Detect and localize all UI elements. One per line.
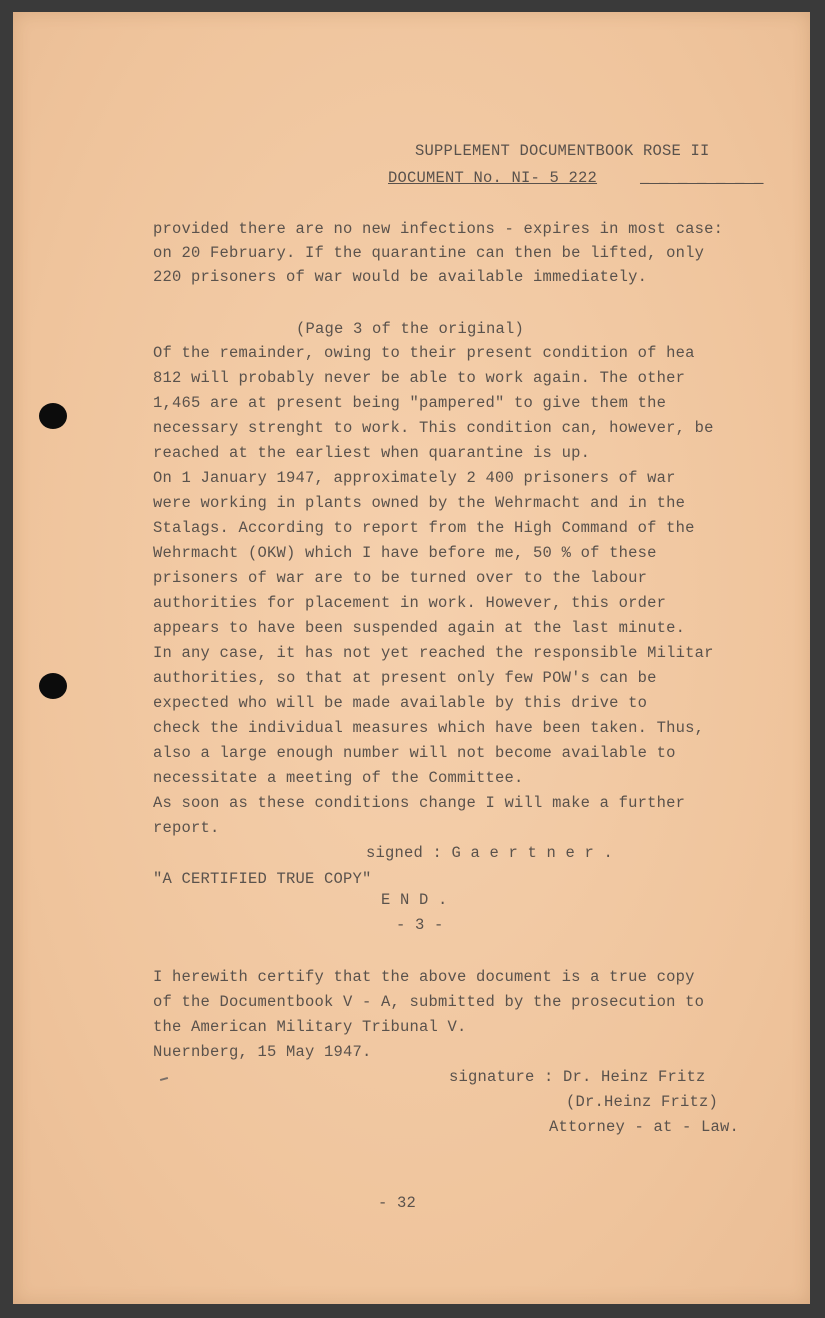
body-line: on 20 February. If the quarantine can then be lifted, only <box>153 244 705 262</box>
certification-date: Nuernberg, 15 May 1947. <box>153 1043 372 1061</box>
body-line: Wehrmacht (OKW) which I have before me, 50 % of these <box>153 544 657 562</box>
end-marker: E N D . <box>381 891 448 909</box>
body-line: 812 will probably never be able to work again. The other <box>153 369 686 387</box>
body-line: appears to have been suspended again at the last minute. <box>153 619 686 637</box>
body-line: prisoners of war are to be turned over to the labour <box>153 569 648 587</box>
body-line: check the individual measures which have been taken. Thus, <box>153 719 705 737</box>
certification-line: I herewith certify that the above document is a true copy <box>153 968 695 986</box>
body-line: As soon as these conditions change I will make a further <box>153 794 686 812</box>
document-number: DOCUMENT No. NI- 5 222 <box>388 169 598 187</box>
body-line: authorities, so that at present only few POW's can be <box>153 669 657 687</box>
page-reference: (Page 3 of the original) <box>296 320 525 338</box>
certification-line: of the Documentbook V - A, submitted by the prosecution to <box>153 993 705 1011</box>
body-line: On 1 January 1947, approximately 2 400 prisoners of war <box>153 469 676 487</box>
body-line: 220 prisoners of war would be available immediately. <box>153 268 648 286</box>
signature-line: signature : Dr. Heinz Fritz <box>449 1068 706 1086</box>
supplement-header: SUPPLEMENT DOCUMENTBOOK ROSE II <box>415 142 710 160</box>
body-line: reached at the earliest when quarantine is up. <box>153 444 591 462</box>
signature-name: (Dr.Heinz Fritz) <box>566 1093 719 1111</box>
body-line: In any case, it has not yet reached the responsible Militar <box>153 644 714 662</box>
certification-line: the American Military Tribunal V. <box>153 1018 467 1036</box>
body-line: provided there are no new infections - expires in most case: <box>153 220 724 238</box>
body-line: authorities for placement in work. However, this order <box>153 594 667 612</box>
body-line: were working in plants owned by the Wehrmacht and in the <box>153 494 686 512</box>
punch-hole <box>39 673 67 699</box>
body-line: 1,465 are at present being "pampered" to give them the <box>153 394 667 412</box>
certified-copy-label: "A CERTIFIED TRUE COPY" <box>153 870 372 888</box>
body-line: report. <box>153 819 220 837</box>
body-line: also a large enough number will not become available to <box>153 744 676 762</box>
body-line: Of the remainder, owing to their present condition of hea <box>153 344 695 362</box>
body-line: necessitate a meeting of the Committee. <box>153 769 524 787</box>
page-marker: - 3 - <box>396 916 444 934</box>
signed-line: signed : G a e r t n e r . <box>366 844 614 862</box>
body-line: necessary strenght to work. This condition can, however, be <box>153 419 714 437</box>
header-underline-dashes: _ _ _ _ _ _ _ <box>640 169 764 187</box>
body-line: expected who will be made available by this drive to <box>153 694 648 712</box>
signature-title: Attorney - at - Law. <box>549 1118 740 1136</box>
punch-hole <box>39 403 67 429</box>
body-line: Stalags. According to report from the High Command of the <box>153 519 695 537</box>
page-number: - 32 <box>378 1194 417 1212</box>
